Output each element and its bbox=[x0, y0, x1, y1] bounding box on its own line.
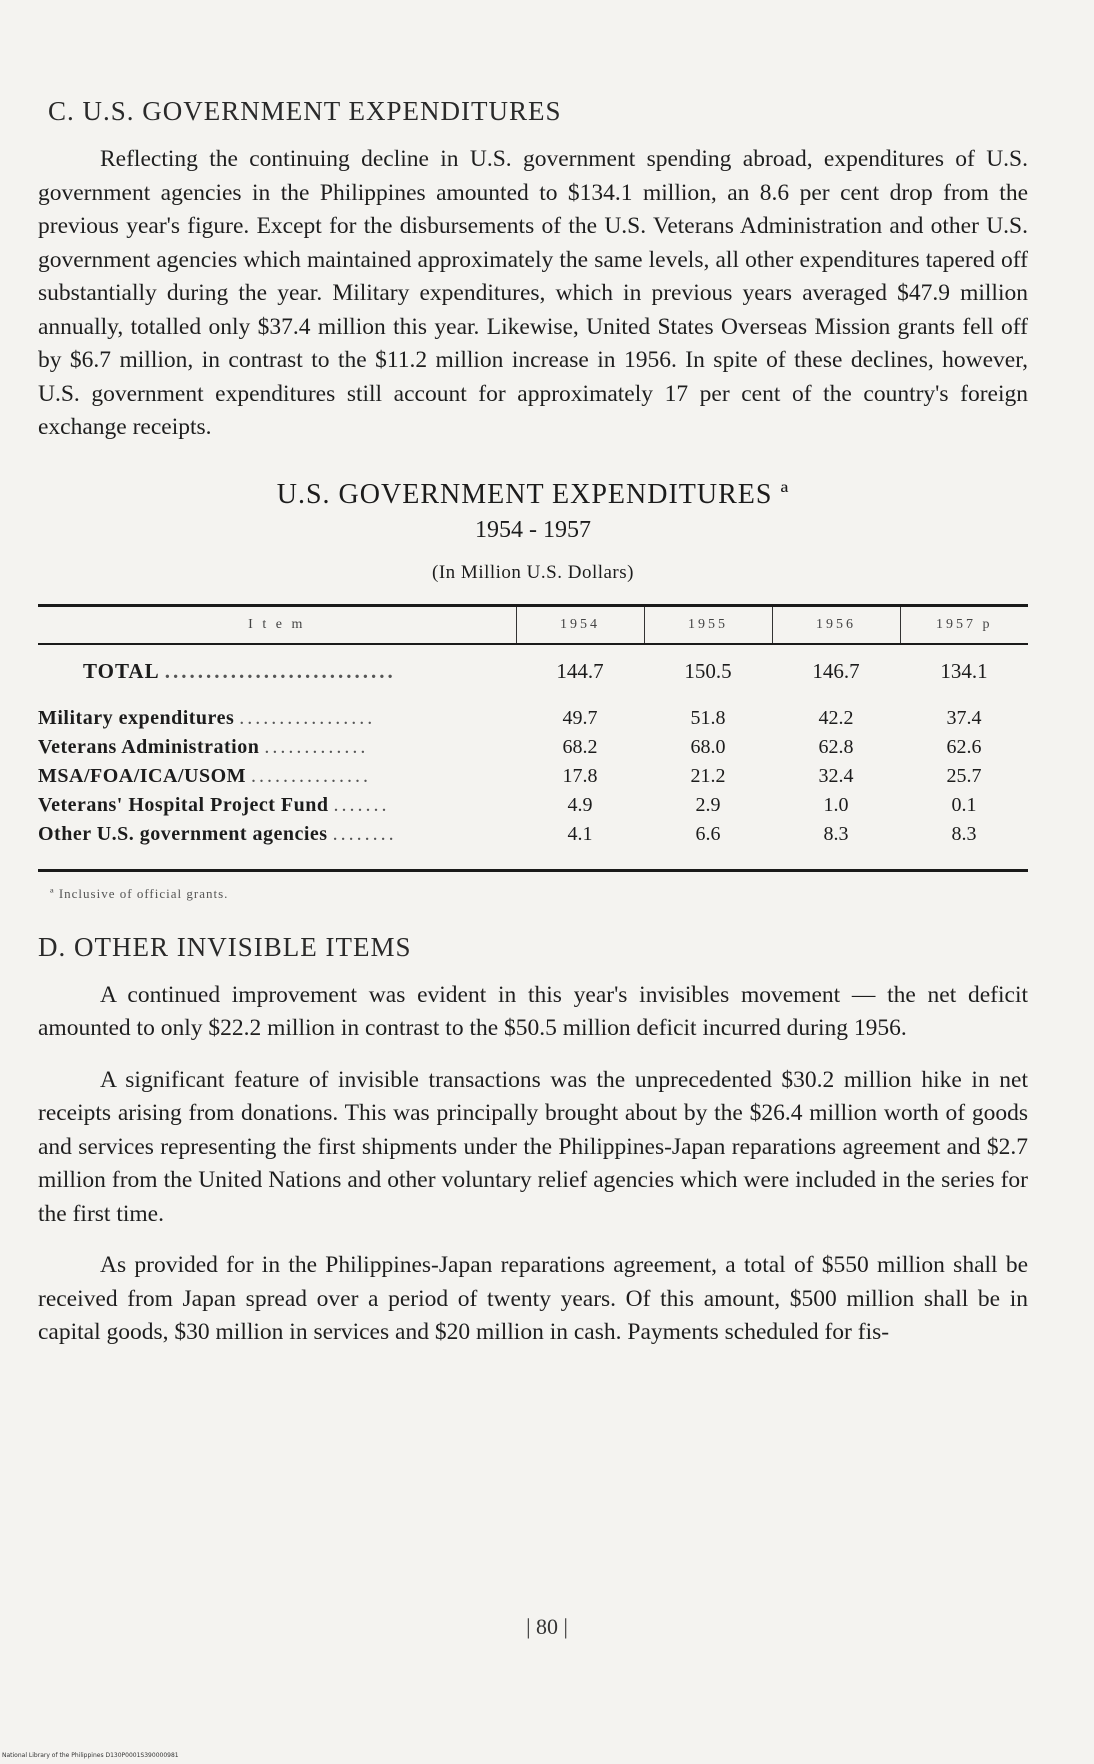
table-cell: 51.8 bbox=[690, 706, 726, 729]
section-d-paragraph: A significant feature of invisible transactions was the unprecedented $30.2 million hike in net receipts arising from donations. This was principally brought about by the $26.4 million worth of goods and services representing the first shipments under the Philippines-Japan reparations agreement and $2.7 million from the United Nations and other voluntary relief agencies which were included in the series for the first time. bbox=[38, 1066, 1028, 1227]
section-d-heading: D. OTHER INVISIBLE ITEMS bbox=[38, 931, 412, 962]
table-cell: 8.3 bbox=[823, 822, 849, 845]
table-cell: 8.3 bbox=[951, 822, 977, 845]
section-c-paragraph: Reflecting the continuing decline in U.S. government spending abroad, expenditures of U.S. government agencies in the Philippines amounted to $134.1 million, an 8.6 per cent drop from the previous year's figure. Except for the disbursements of the U.S. Veterans Administration and other U.S. government agencies which maintained approximately the same levels, all other expenditures tapered off substantially during the year. Military expenditures, which in previous years averaged $47.9 million annually, totalled only $37.4 million this year. Likewise, United States Overseas Mission grants fell off by $6.7 million, in contrast to the $11.2 million increase in 1956. In spite of these declines, however, U.S. government expenditures still account for approximately 17 per cent of the country's foreign exchange receipts. bbox=[38, 146, 1028, 440]
table-cell: 62.6 bbox=[946, 735, 982, 758]
section-c-heading: C. U.S. GOVERNMENT EXPENDITURES bbox=[48, 96, 562, 126]
table-cell: 62.8 bbox=[818, 735, 854, 758]
leader-dots: ............... bbox=[251, 764, 371, 787]
table-cell: 0.1 bbox=[951, 793, 977, 816]
row-label: Veterans' Hospital Project Fund bbox=[38, 793, 329, 816]
table-cell: 144.7 bbox=[556, 658, 604, 683]
leader-dots: ................. bbox=[239, 706, 376, 729]
table-cell: 1.0 bbox=[823, 793, 849, 816]
table-cell: 49.7 bbox=[562, 706, 598, 729]
expenditures-table bbox=[38, 604, 1028, 872]
row-label: MSA/FOA/ICA/USOM bbox=[38, 764, 246, 787]
table-cell: 150.5 bbox=[684, 658, 732, 683]
table-footnote: ª Inclusive of official grants. bbox=[50, 885, 229, 901]
leader-dots: ............. bbox=[264, 735, 369, 758]
table-cell: 4.1 bbox=[567, 822, 593, 845]
row-label: Military expenditures bbox=[38, 706, 235, 729]
table-cell: 17.8 bbox=[562, 764, 598, 787]
table-cell: 134.1 bbox=[940, 658, 988, 683]
leader-dots: ....... bbox=[333, 793, 390, 816]
scan-stamp: National Library of the Philippines D130P0001S390000981 bbox=[2, 1752, 179, 1759]
table-cell: 2.9 bbox=[695, 793, 721, 816]
section-d-paragraph: As provided for in the Philippines-Japan reparations agreement, a total of $550 million shall be received from Japan spread over a period of twenty years. Of this amount, $500 million shall be in capital goods, $30 million in services and $20 million in cash. Payments scheduled for fis- bbox=[38, 1252, 1028, 1345]
leader-dots: ............................ bbox=[164, 658, 396, 683]
row-label: Other U.S. government agencies bbox=[38, 822, 328, 845]
header-year: 1956 bbox=[772, 607, 900, 644]
header-year: 1955 bbox=[644, 607, 772, 644]
table-title: U.S. GOVERNMENT EXPENDITURES ª bbox=[276, 478, 790, 510]
row-label: TOTAL bbox=[83, 658, 159, 683]
table-cell: 37.4 bbox=[946, 706, 982, 729]
table-cell: 146.7 bbox=[812, 658, 860, 683]
table-cell: 68.2 bbox=[562, 735, 598, 758]
table-row bbox=[38, 791, 1028, 820]
table-row-total bbox=[38, 644, 1028, 704]
table-row bbox=[38, 733, 1028, 762]
page-number: | 80 | bbox=[526, 1614, 568, 1639]
table-unit: (In Million U.S. Dollars) bbox=[432, 561, 634, 583]
table-cell: 25.7 bbox=[946, 764, 982, 787]
table-row bbox=[38, 762, 1028, 791]
page-content bbox=[38, 96, 1028, 1350]
row-label: Veterans Administration bbox=[38, 735, 260, 758]
section-d-paragraph: A continued improvement was evident in this year's invisibles movement — the net deficit amounted to only $22.2 million in contrast to the $50.5 million deficit incurred during 1956. bbox=[38, 981, 1028, 1041]
table-cell: 32.4 bbox=[818, 764, 854, 787]
table-row bbox=[38, 820, 1028, 849]
leader-dots: ........ bbox=[332, 822, 397, 845]
header-year: 1954 bbox=[516, 607, 644, 644]
table-cell: 68.0 bbox=[690, 735, 726, 758]
table-cell: 4.9 bbox=[567, 793, 593, 816]
table-header-row bbox=[38, 607, 1028, 644]
table-row bbox=[38, 704, 1028, 733]
table-cell: 6.6 bbox=[695, 822, 721, 845]
table-years-range: 1954 - 1957 bbox=[475, 516, 591, 543]
header-year: 1957 p bbox=[900, 607, 1028, 644]
table-cell: 42.2 bbox=[818, 706, 854, 729]
header-item: I t e m bbox=[38, 607, 516, 644]
table-cell: 21.2 bbox=[690, 764, 726, 787]
